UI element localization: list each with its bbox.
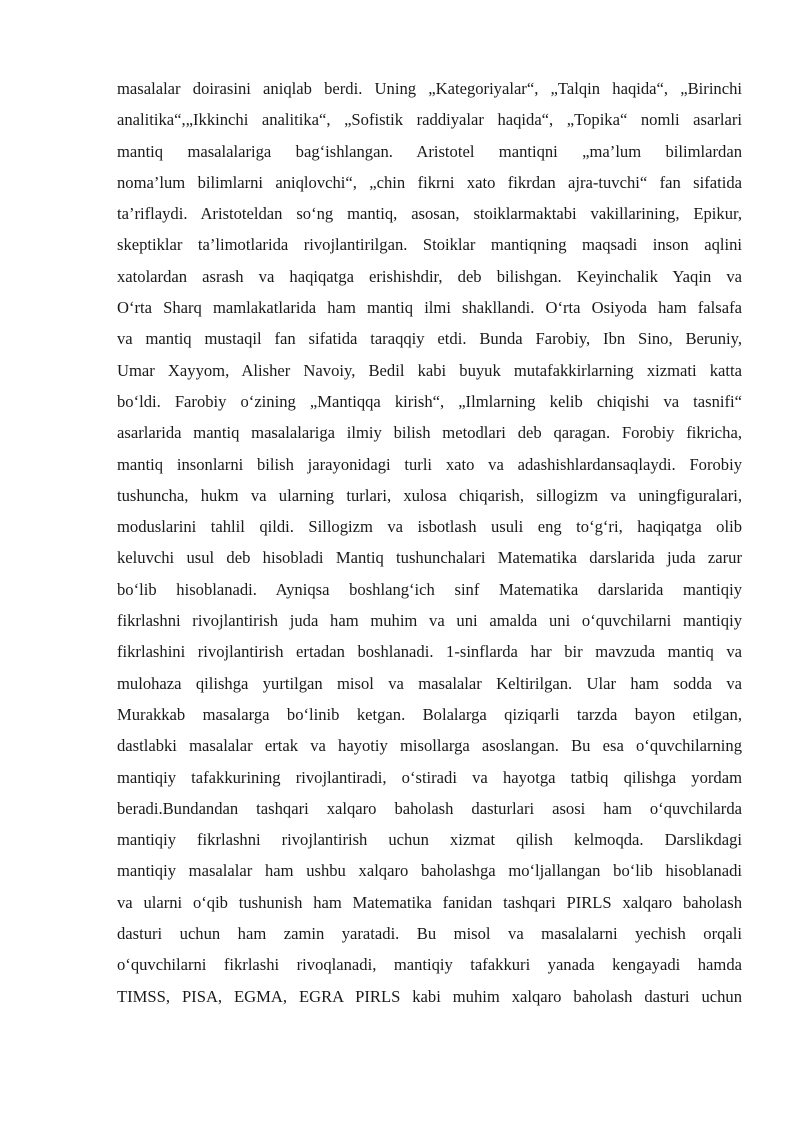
text-line: mantiq insonlarni bilish jarayonidagi turli xato va adashishlardansaqlaydi. Forobiy — [117, 454, 742, 474]
text-line: bo‘lib hisoblanadi. Ayniqsa boshlang‘ich sinf Matematika darslarida mantiqiy — [117, 579, 742, 599]
text-line: mantiqiy masalalar ham ushbu xalqaro baholashga mo‘ljallangan bo‘lib hisoblanadi — [117, 861, 742, 881]
text-line: tushuncha, hukm va ularning turlari, xulosa chiqarish, sillogizm va uningfiguralari, — [117, 485, 742, 505]
text-line: dasturi uchun ham zamin yaratadi. Bu misol va masalalarni yechish orqali — [117, 924, 742, 944]
text-line: va mantiq mustaqil fan sifatida taraqqiy etdi. Bunda Farobiy, Ibn Sino, Beruniy, — [117, 329, 742, 349]
text-line: beradi.Bundandan tashqari xalqaro baholash dasturlari asosi ham o‘quvchilarda — [117, 798, 742, 818]
body-text — [117, 73, 742, 1012]
text-line: masalalar doirasini aniqlab berdi. Uning „Kategoriyalar“, „Talqin haqida“, „Birinchi — [117, 79, 742, 98]
text-line: moduslarini tahlil qildi. Sillogizm va isbotlash usuli eng to‘g‘ri, haqiqatga olib — [117, 517, 742, 537]
text-line: O‘rta Sharq mamlakatlarida ham mantiq ilmi shakllandi. O‘rta Osiyoda ham falsafa — [117, 298, 742, 318]
text-line: o‘quvchilarni fikrlashi rivoqlanadi, mantiqiy tafakkuri yanada kengayadi hamda — [117, 955, 742, 975]
text-line: va ularni o‘qib tushunish ham Matematika fanidan tashqari PIRLS xalqaro baholash — [117, 892, 742, 912]
text-line: noma’lum bilimlarni aniqlovchi“, „chin fikrni xato fikrdan ajra-tuvchi“ fan sifatida — [117, 172, 742, 192]
text-line: dastlabki masalalar ertak va hayotiy misollarga asoslangan. Bu esa o‘quvchilarning — [117, 736, 742, 756]
text-line: fikrlashini rivojlantirish ertadan boshlanadi. 1-sinflarda har bir mavzuda mantiq va — [117, 642, 742, 662]
text-line: TIMSS, PISA, EGMA, EGRA PIRLS kabi muhim xalqaro baholash dasturi uchun — [117, 986, 742, 1006]
text-line: xatolardan asrash va haqiqatga erishishdir, deb bilishgan. Keyinchalik Yaqin va — [117, 266, 742, 286]
text-line: asarlarida mantiq masalalariga ilmiy bilish metodlari deb qaragan. Forobiy fikricha, — [117, 423, 742, 443]
text-line: skeptiklar ta’limotlarida rivojlantirilgan. Stoiklar mantiqning maqsadi inson aqlini — [117, 235, 742, 255]
text-line: mulohaza qilishga yurtilgan misol va masalalar Keltirilgan. Ular ham sodda va — [117, 673, 742, 693]
text-line: bo‘ldi. Farobiy o‘zining „Mantiqqa kirish“, „Ilmlarning kelib chiqishi va tasnifi“ — [117, 391, 742, 411]
text-line: analitika“,„Ikkinchi analitika“, „Sofistik raddiyalar haqida“, „Topika“ nomli asarlari — [117, 110, 742, 130]
text-line: ta’riflaydi. Aristoteldan so‘ng mantiq, asosan, stoiklarmaktabi vakillarining, Epikur, — [117, 204, 742, 224]
text-line: Umar Xayyom, Alisher Navoiy, Bedil kabi buyuk mutafakkirlarning xizmati katta — [117, 360, 742, 380]
text-line: mantiqiy tafakkurining rivojlantiradi, o‘stiradi va hayotga tatbiq qilishga yordam — [117, 767, 742, 787]
text-line: Murakkab masalarga bo‘linib ketgan. Bolalarga qiziqarli tarzda bayon etilgan, — [117, 704, 742, 724]
text-line: keluvchi usul deb hisobladi Mantiq tushunchalari Matematika darslarida juda zarur — [117, 548, 742, 568]
text-line: mantiq masalalariga bag‘ishlangan. Aristotel mantiqni „ma’lum bilimlardan — [117, 141, 742, 161]
text-line: fikrlashni rivojlantirish juda ham muhim va uni amalda uni o‘quvchilarni mantiqiy — [117, 611, 742, 631]
text-line: mantiqiy fikrlashni rivojlantirish uchun xizmat qilish kelmoqda. Darslikdagi — [117, 830, 742, 850]
